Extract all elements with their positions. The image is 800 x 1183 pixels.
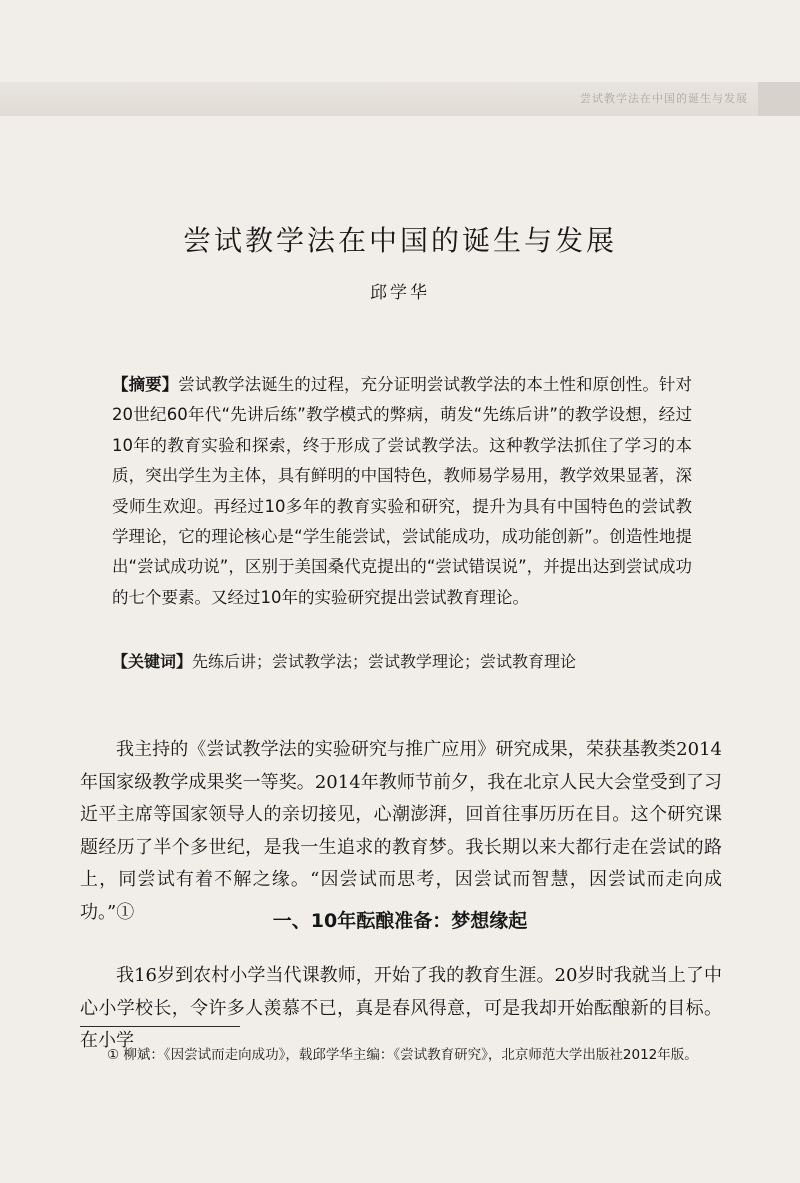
abstract-label: 【摘要】 (112, 375, 179, 394)
keywords-text: 先练后讲；尝试教学法；尝试教学理论；尝试教育理论 (192, 652, 577, 671)
keywords (112, 649, 692, 675)
footnote-divider (80, 1026, 240, 1027)
author-name: 邱学华 (370, 283, 430, 303)
article-title: 尝试教学法在中国的诞生与发展 (182, 223, 617, 257)
body-paragraph-2: 我16岁到农村小学当代课教师，开始了我的教育生涯。20岁时我就当上了中心小学校长，令许多人羡慕不已，真是春风得意，可是我却开始酝酿新的目标。在小学 (80, 965, 722, 1051)
abstract (112, 370, 692, 613)
running-header: 尝试教学法在中国的诞生与发展 (580, 92, 748, 105)
section-heading: 一、10年酝酿准备：梦想缘起 (272, 910, 528, 932)
page-edge-tab (758, 82, 800, 116)
abstract-text: 尝试教学法诞生的过程，充分证明尝试教学法的本土性和原创性。针对20世纪60年代“先讲后练”教学模式的弊病，萌发“先练后讲”的教学设想，经过10年的教育实验和探索，终于形成了尝试教学法。这种教学法抓住了学习的本质，突出学生为主体，具有鲜明的中国特色，教师易学易用，教学效果显著，深受师生欢迎。再经过10多年的教育实验和研究，提升为具有中国特色的尝试教学理论，它的理论核心是“学生能尝试，尝试能成功，成功能创新”。创造性地提出“尝试成功说”，区别于美国桑代克提出的“尝试错误说”，并提出达到尝试成功的七个要素。又经过10年的实验研究提出尝试教育理论。 (112, 375, 693, 607)
running-header-strip (0, 82, 800, 116)
keywords-label: 【关键词】 (112, 652, 193, 671)
footnote: ① 柳斌：《因尝试而走向成功》，载邱学华主编：《尝试教育研究》，北京师范大学出版社2012年版。 (107, 1047, 698, 1063)
body-paragraph-1: 我主持的《尝试教学法的实验研究与推广应用》研究成果，荣获基教类2014年国家级教学成果奖一等奖。2014年教师节前夕，我在北京人民大会堂受到了习近平主席等国家领导人的亲切接见，心潮澎湃，回首往事历历在目。这个研究课题经历了半个多世纪，是我一生追求的教育梦。我长期以来大都行走在尝试的路上，同尝试有着不解之缘。“因尝试而思考，因尝试而智慧，因尝试而走向成功。”① (80, 739, 722, 923)
